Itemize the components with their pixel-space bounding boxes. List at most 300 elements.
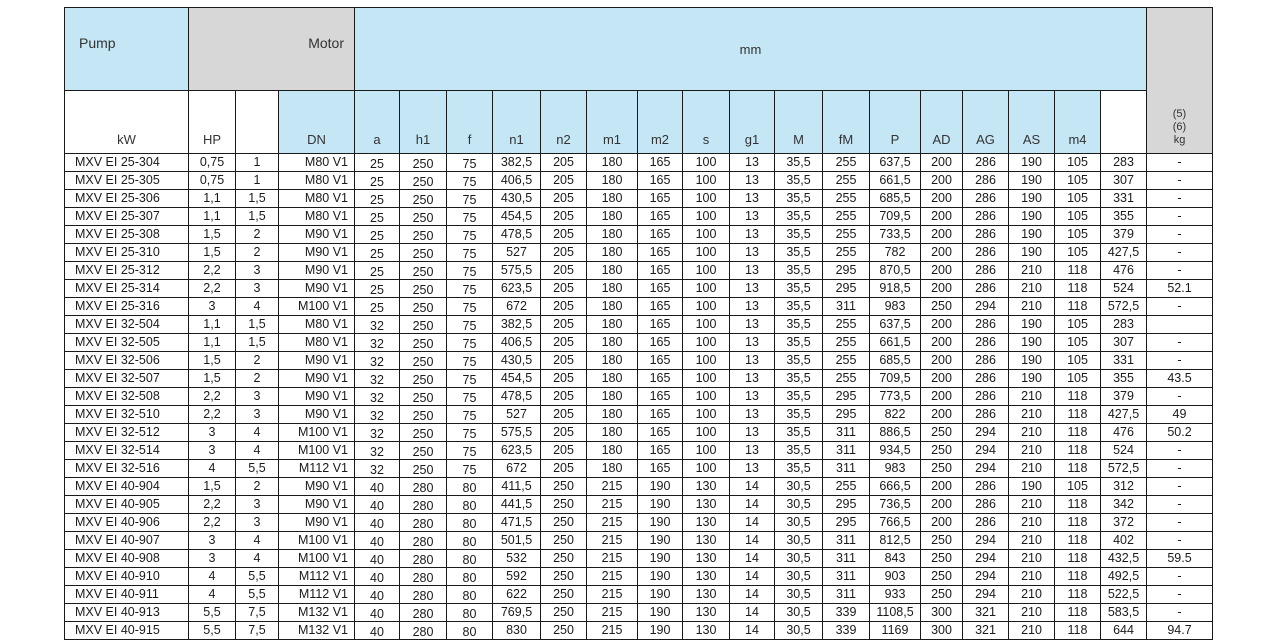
table-cell: 1,5	[189, 478, 236, 496]
table-cell: 30,5	[775, 478, 823, 496]
table-cell: 35,5	[775, 334, 823, 352]
pump-header: Pump	[65, 8, 189, 91]
table-cell: -	[1147, 244, 1213, 262]
table-cell: -	[1147, 496, 1213, 514]
table-cell: 286	[963, 262, 1009, 280]
table-cell: 180	[587, 208, 638, 226]
table-cell: 286	[963, 280, 1009, 298]
table-cell: 35,5	[775, 190, 823, 208]
table-cell: 1,5	[236, 334, 279, 352]
table-cell: 165	[638, 442, 683, 460]
table-cell: 75	[447, 334, 493, 352]
table-cell: 130	[683, 550, 730, 568]
table-cell: 210	[1009, 388, 1055, 406]
table-cell: 100	[683, 460, 730, 478]
table-cell: 733,5	[870, 226, 921, 244]
table-cell: M112 V1	[279, 586, 355, 604]
table-cell: 180	[587, 226, 638, 244]
table-cell: MXV EI 40-907	[65, 532, 189, 550]
table-cell: 105	[1055, 244, 1101, 262]
table-cell: 105	[1055, 370, 1101, 388]
table-cell: 406,5	[493, 334, 541, 352]
table-cell: 286	[963, 244, 1009, 262]
table-cell: 200	[921, 370, 963, 388]
table-cell: 379	[1101, 388, 1147, 406]
table-cell: 105	[1055, 190, 1101, 208]
table-cell: 661,5	[870, 172, 921, 190]
table-cell: MXV EI 40-911	[65, 586, 189, 604]
table-cell: 210	[1009, 568, 1055, 586]
column-header-row	[65, 91, 1213, 154]
table-cell: 80	[447, 622, 493, 640]
table-cell: 100	[683, 316, 730, 334]
table-cell: MXV EI 25-304	[65, 154, 189, 172]
table-cell: -	[1147, 478, 1213, 496]
table-cell: M90 V1	[279, 406, 355, 424]
table-cell: 295	[823, 388, 870, 406]
table-cell: 3	[189, 442, 236, 460]
table-cell: 1	[236, 172, 279, 190]
table-cell: 100	[683, 280, 730, 298]
table-cell: 205	[541, 388, 587, 406]
table-cell: 294	[963, 460, 1009, 478]
table-cell: M80 V1	[279, 334, 355, 352]
table-cell: 40	[355, 532, 400, 550]
table-cell: 1,1	[189, 190, 236, 208]
table-cell: 13	[730, 460, 775, 478]
table-cell: 1,5	[189, 352, 236, 370]
table-cell: 280	[400, 568, 447, 586]
table-cell: 200	[921, 478, 963, 496]
table-cell: MXV EI 25-308	[65, 226, 189, 244]
table-cell: 286	[963, 370, 1009, 388]
table-cell: MXV EI 25-306	[65, 190, 189, 208]
table-row	[65, 442, 1213, 460]
table-cell: 427,5	[1101, 406, 1147, 424]
table-cell: 130	[683, 478, 730, 496]
table-cell: 250	[400, 172, 447, 190]
table-cell: 402	[1101, 532, 1147, 550]
table-cell: 130	[683, 622, 730, 640]
table-row	[65, 244, 1213, 262]
table-cell: 75	[447, 406, 493, 424]
table-cell: 250	[400, 388, 447, 406]
table-cell: 215	[587, 550, 638, 568]
table-cell: 165	[638, 226, 683, 244]
table-cell: 130	[683, 496, 730, 514]
table-cell: 250	[921, 298, 963, 316]
table-cell: 40	[355, 478, 400, 496]
table-cell: 1,5	[189, 226, 236, 244]
unit-kg: kg	[1173, 134, 1186, 146]
table-cell: 2,2	[189, 514, 236, 532]
table-cell: 190	[638, 550, 683, 568]
table-cell: 30,5	[775, 514, 823, 532]
table-cell: 25	[355, 262, 400, 280]
table-cell: MXV EI 32-507	[65, 370, 189, 388]
table-cell: M90 V1	[279, 478, 355, 496]
table-cell: 75	[447, 442, 493, 460]
table-cell: 25	[355, 190, 400, 208]
table-cell: 13	[730, 334, 775, 352]
table-cell: 685,5	[870, 352, 921, 370]
table-cell: 2,2	[189, 496, 236, 514]
table-cell: 210	[1009, 550, 1055, 568]
table-cell: 524	[1101, 280, 1147, 298]
table-cell: 5,5	[236, 460, 279, 478]
table-row	[65, 316, 1213, 334]
table-cell: 165	[638, 208, 683, 226]
table-cell: 215	[587, 532, 638, 550]
table-cell: 130	[683, 532, 730, 550]
table-cell: 30,5	[775, 496, 823, 514]
table-cell: 105	[1055, 226, 1101, 244]
table-cell: 822	[870, 406, 921, 424]
table-cell: 118	[1055, 460, 1101, 478]
table-cell: 80	[447, 604, 493, 622]
table-cell: 661,5	[870, 334, 921, 352]
table-cell: 339	[823, 622, 870, 640]
table-cell: M90 V1	[279, 370, 355, 388]
table-cell: 623,5	[493, 280, 541, 298]
table-cell: MXV EI 25-310	[65, 244, 189, 262]
column-header: g1	[730, 91, 775, 154]
table-cell: 25	[355, 244, 400, 262]
table-cell: 321	[963, 604, 1009, 622]
table-cell: 2	[236, 370, 279, 388]
table-cell: 180	[587, 244, 638, 262]
table-cell: 307	[1101, 334, 1147, 352]
table-cell: M80 V1	[279, 154, 355, 172]
table-row	[65, 622, 1213, 640]
table-cell: 5,5	[189, 622, 236, 640]
table-cell: 118	[1055, 532, 1101, 550]
table-cell: 250	[400, 442, 447, 460]
table-cell: 100	[683, 262, 730, 280]
table-cell: 40	[355, 622, 400, 640]
table-row	[65, 280, 1213, 298]
table-cell: 190	[638, 604, 683, 622]
table-cell: 2,2	[189, 280, 236, 298]
table-cell: 250	[921, 550, 963, 568]
table-cell: 286	[963, 352, 1009, 370]
table-cell: 190	[1009, 172, 1055, 190]
table-cell: 3	[189, 532, 236, 550]
table-cell: 280	[400, 514, 447, 532]
table-cell: 300	[921, 604, 963, 622]
column-header: f	[447, 91, 493, 154]
table-cell: 180	[587, 352, 638, 370]
table-cell: 205	[541, 370, 587, 388]
column-header: s	[683, 91, 730, 154]
table-cell: 14	[730, 532, 775, 550]
table-cell: MXV EI 32-504	[65, 316, 189, 334]
table-cell: 100	[683, 190, 730, 208]
table-cell: 311	[823, 532, 870, 550]
table-cell: MXV EI 32-512	[65, 424, 189, 442]
table-cell: 35,5	[775, 424, 823, 442]
table-cell: 13	[730, 388, 775, 406]
table-cell: 75	[447, 154, 493, 172]
table-row	[65, 334, 1213, 352]
table-row	[65, 154, 1213, 172]
table-cell: 382,5	[493, 316, 541, 334]
table-cell: 250	[921, 424, 963, 442]
table-cell: 80	[447, 568, 493, 586]
table-cell: 40	[355, 604, 400, 622]
table-cell: M112 V1	[279, 568, 355, 586]
table-cell: 200	[921, 208, 963, 226]
table-cell: 210	[1009, 622, 1055, 640]
table-cell: 200	[921, 280, 963, 298]
table-cell: 492,5	[1101, 568, 1147, 586]
table-cell: 918,5	[870, 280, 921, 298]
table-cell: 25	[355, 280, 400, 298]
table-cell: 180	[587, 172, 638, 190]
table-cell: 478,5	[493, 226, 541, 244]
table-cell: 372	[1101, 514, 1147, 532]
table-cell: 250	[400, 424, 447, 442]
table-cell: 1108,5	[870, 604, 921, 622]
table-cell: 25	[355, 226, 400, 244]
table-cell: 411,5	[493, 478, 541, 496]
table-cell: 13	[730, 352, 775, 370]
table-cell: MXV EI 40-913	[65, 604, 189, 622]
table-cell: 205	[541, 154, 587, 172]
table-cell: 75	[447, 226, 493, 244]
column-header: AS	[1009, 91, 1055, 154]
table-cell: MXV EI 40-906	[65, 514, 189, 532]
table-cell: 35,5	[775, 388, 823, 406]
table-cell: 100	[683, 424, 730, 442]
table-cell: 3	[236, 280, 279, 298]
table-cell: 118	[1055, 298, 1101, 316]
table-row	[65, 496, 1213, 514]
column-header: n2	[541, 91, 587, 154]
table-cell: 736,5	[870, 496, 921, 514]
table-cell: -	[1147, 154, 1213, 172]
table-cell: 190	[638, 622, 683, 640]
table-cell: 2,2	[189, 388, 236, 406]
table-cell: 210	[1009, 604, 1055, 622]
table-cell: 286	[963, 316, 1009, 334]
table-cell: 13	[730, 424, 775, 442]
table-cell: 118	[1055, 442, 1101, 460]
table-cell: 14	[730, 514, 775, 532]
table-cell: M132 V1	[279, 622, 355, 640]
table-cell: 50.2	[1147, 424, 1213, 442]
table-cell: 200	[921, 514, 963, 532]
table-row	[65, 568, 1213, 586]
table-cell: MXV EI 40-905	[65, 496, 189, 514]
table-cell: 983	[870, 298, 921, 316]
table-cell: 311	[823, 442, 870, 460]
table-cell: 666,5	[870, 478, 921, 496]
column-header: h1	[400, 91, 447, 154]
table-cell: 331	[1101, 190, 1147, 208]
table-cell: 215	[587, 604, 638, 622]
table-cell: 575,5	[493, 262, 541, 280]
table-cell: 623,5	[493, 442, 541, 460]
table-cell: 180	[587, 406, 638, 424]
table-cell: 165	[638, 154, 683, 172]
table-cell: 311	[823, 424, 870, 442]
table-cell: 903	[870, 568, 921, 586]
table-cell: 280	[400, 622, 447, 640]
table-cell: MXV EI 32-514	[65, 442, 189, 460]
table-cell: 4	[236, 298, 279, 316]
table-cell: MXV EI 32-510	[65, 406, 189, 424]
table-cell: 200	[921, 190, 963, 208]
table-cell: 100	[683, 154, 730, 172]
table-cell: 4	[189, 586, 236, 604]
table-cell: M90 V1	[279, 280, 355, 298]
table-row	[65, 460, 1213, 478]
column-header: DN	[279, 91, 355, 154]
table-cell: -	[1147, 190, 1213, 208]
table-cell: 165	[638, 280, 683, 298]
table-cell: 3	[236, 496, 279, 514]
table-cell: 2	[236, 244, 279, 262]
table-cell: 1,5	[236, 190, 279, 208]
table-cell: MXV EI 32-516	[65, 460, 189, 478]
table-cell: 255	[823, 370, 870, 388]
table-cell: 382,5	[493, 154, 541, 172]
table-cell: M90 V1	[279, 244, 355, 262]
table-cell: M100 V1	[279, 532, 355, 550]
table-cell: MXV EI 32-506	[65, 352, 189, 370]
table-cell: 75	[447, 388, 493, 406]
table-cell: -	[1147, 262, 1213, 280]
table-row	[65, 208, 1213, 226]
table-cell: 501,5	[493, 532, 541, 550]
table-cell: 32	[355, 442, 400, 460]
table-cell: 255	[823, 208, 870, 226]
table-cell: 286	[963, 478, 1009, 496]
table-cell: 14	[730, 586, 775, 604]
table-cell: 105	[1055, 352, 1101, 370]
table-cell: 118	[1055, 568, 1101, 586]
table-cell: 80	[447, 586, 493, 604]
weight-unit-header	[1147, 8, 1213, 154]
table-cell: 75	[447, 370, 493, 388]
table-cell: 3	[189, 424, 236, 442]
table-cell: 13	[730, 442, 775, 460]
table-cell: 1	[236, 154, 279, 172]
table-cell: 307	[1101, 172, 1147, 190]
table-cell: 1169	[870, 622, 921, 640]
table-cell: 32	[355, 316, 400, 334]
table-cell: 32	[355, 388, 400, 406]
table-cell: M90 V1	[279, 496, 355, 514]
table-cell: MXV EI 40-908	[65, 550, 189, 568]
column-header: AD	[921, 91, 963, 154]
table-cell: 100	[683, 388, 730, 406]
column-header: a	[355, 91, 400, 154]
table-row	[65, 262, 1213, 280]
table-cell: 200	[921, 496, 963, 514]
table-cell: 190	[1009, 316, 1055, 334]
table-cell: 250	[541, 586, 587, 604]
table-cell: M112 V1	[279, 460, 355, 478]
table-cell: 205	[541, 262, 587, 280]
table-cell: 215	[587, 622, 638, 640]
table-cell: 205	[541, 442, 587, 460]
table-cell: 165	[638, 406, 683, 424]
table-cell: 100	[683, 352, 730, 370]
table-cell: 250	[541, 514, 587, 532]
table-cell: 250	[400, 298, 447, 316]
table-cell: 933	[870, 586, 921, 604]
table-cell: 180	[587, 298, 638, 316]
table-cell: 286	[963, 496, 1009, 514]
motor-header-spacer	[189, 8, 279, 91]
table-cell: 13	[730, 316, 775, 334]
table-body	[65, 154, 1213, 640]
table-cell: -	[1147, 586, 1213, 604]
table-cell: 295	[823, 514, 870, 532]
table-cell: 94.7	[1147, 622, 1213, 640]
table-cell: 200	[921, 406, 963, 424]
table-cell: 14	[730, 604, 775, 622]
table-cell: 4	[189, 460, 236, 478]
table-cell: 30,5	[775, 532, 823, 550]
table-cell: -	[1147, 388, 1213, 406]
table-cell: 454,5	[493, 370, 541, 388]
table-cell: 190	[638, 586, 683, 604]
table-cell: 379	[1101, 226, 1147, 244]
table-cell: 35,5	[775, 370, 823, 388]
table-cell: 4	[236, 424, 279, 442]
table-cell: 165	[638, 334, 683, 352]
table-cell: 250	[400, 244, 447, 262]
table-cell: 190	[638, 514, 683, 532]
table-cell: 35,5	[775, 298, 823, 316]
table-cell: 130	[683, 604, 730, 622]
table-cell: 165	[638, 244, 683, 262]
table-cell: 205	[541, 190, 587, 208]
table-cell: 80	[447, 496, 493, 514]
table-cell: 118	[1055, 388, 1101, 406]
table-cell: 200	[921, 172, 963, 190]
table-row	[65, 424, 1213, 442]
table-cell: 118	[1055, 280, 1101, 298]
table-cell: MXV EI 25-316	[65, 298, 189, 316]
table-row	[65, 172, 1213, 190]
table-cell: 592	[493, 568, 541, 586]
table-cell: 32	[355, 424, 400, 442]
table-cell: 118	[1055, 496, 1101, 514]
table-cell: 30,5	[775, 586, 823, 604]
table-cell: 205	[541, 352, 587, 370]
table-cell: 105	[1055, 172, 1101, 190]
table-cell: 983	[870, 460, 921, 478]
table-cell: 75	[447, 316, 493, 334]
table-cell	[1147, 316, 1213, 334]
table-cell: 40	[355, 586, 400, 604]
table-cell: 2	[236, 352, 279, 370]
table-cell: 75	[447, 190, 493, 208]
table-cell: 205	[541, 406, 587, 424]
table-cell: 190	[1009, 226, 1055, 244]
table-cell: 471,5	[493, 514, 541, 532]
table-cell: 200	[921, 262, 963, 280]
table-cell: 205	[541, 226, 587, 244]
table-cell: 280	[400, 478, 447, 496]
table-cell: M90 V1	[279, 226, 355, 244]
table-cell: 80	[447, 532, 493, 550]
table-cell: 280	[400, 532, 447, 550]
